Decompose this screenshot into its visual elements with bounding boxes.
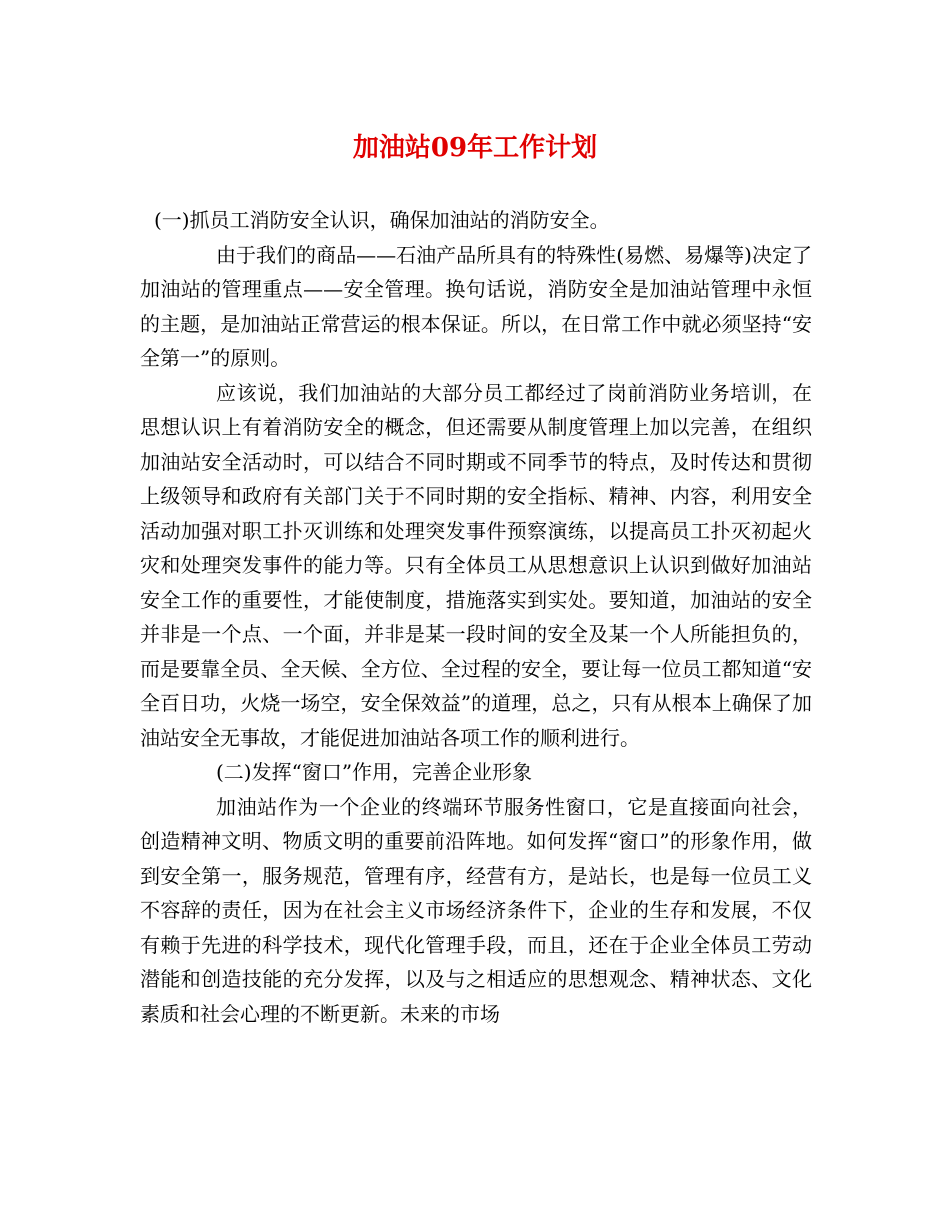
section-heading-1: (一)抓员工消防安全认识，确保加油站的消防安全。: [154, 208, 610, 232]
section-heading-2: (二)发挥“窗口”作用，完善企业形象: [216, 760, 533, 784]
document-title: 加油站09年工作计划: [352, 133, 598, 163]
body-paragraph: 由于我们的商品——石油产品所具有的特殊性(易燃、易爆等)决定了加油站的管理重点——安全管理。换句话说，消防安全是加油站管理中永恒的主题，是加油站正常营运的根本保证。所以，在日常工作中就必须坚持“安全第一”的原则。: [140, 242, 812, 370]
body-paragraph: 加油站作为一个企业的终端环节服务性窗口，它是直接面向社会，创造精神文明、物质文明的重要前沿阵地。如何发挥“窗口”的形象作用，做到安全第一，服务规范，管理有序，经营有方，是站长，也是每一位员工义不容辞的责任，因为在社会主义市场经济条件下，企业的生存和发展，不仅有赖于先进的科学技术，现代化管理手段，而且，还在于企业全体员工劳动潜能和创造技能的充分发挥，以及与之相适应的思想观念、精神状态、文化素质和社会心理的不断更新。未来的市场: [140, 794, 812, 1026]
body-paragraph: 应该说，我们加油站的大部分员工都经过了岗前消防业务培训，在思想认识上有着消防安全的概念，但还需要从制度管理上加以完善，在组织加油站安全活动时，可以结合不同时期或不同季节的特点，及时传达和贯彻上级领导和政府有关部门关于不同时期的安全指标、精神、内容，利用安全活动加强对职工扑灭训练和处理突发事件预察演练，以提高员工扑灭初起火灾和处理突发事件的能力等。只有全体员工从思想意识上认识到做好加油站安全工作的重要性，才能使制度，措施落实到实处。要知道，加油站的安全并非是一个点、一个面，并非是某一段时间的安全及某一个人所能担负的，而是要靠全员、全天候、全方位、全过程的安全，要让每一位员工都知道“安全百日功，火烧一场空，安全保效益”的道理，总之，只有从根本上确保了加油站安全无事故，才能促进加油站各项工作的顺利进行。: [140, 380, 812, 750]
document-body: [140, 203, 812, 1031]
